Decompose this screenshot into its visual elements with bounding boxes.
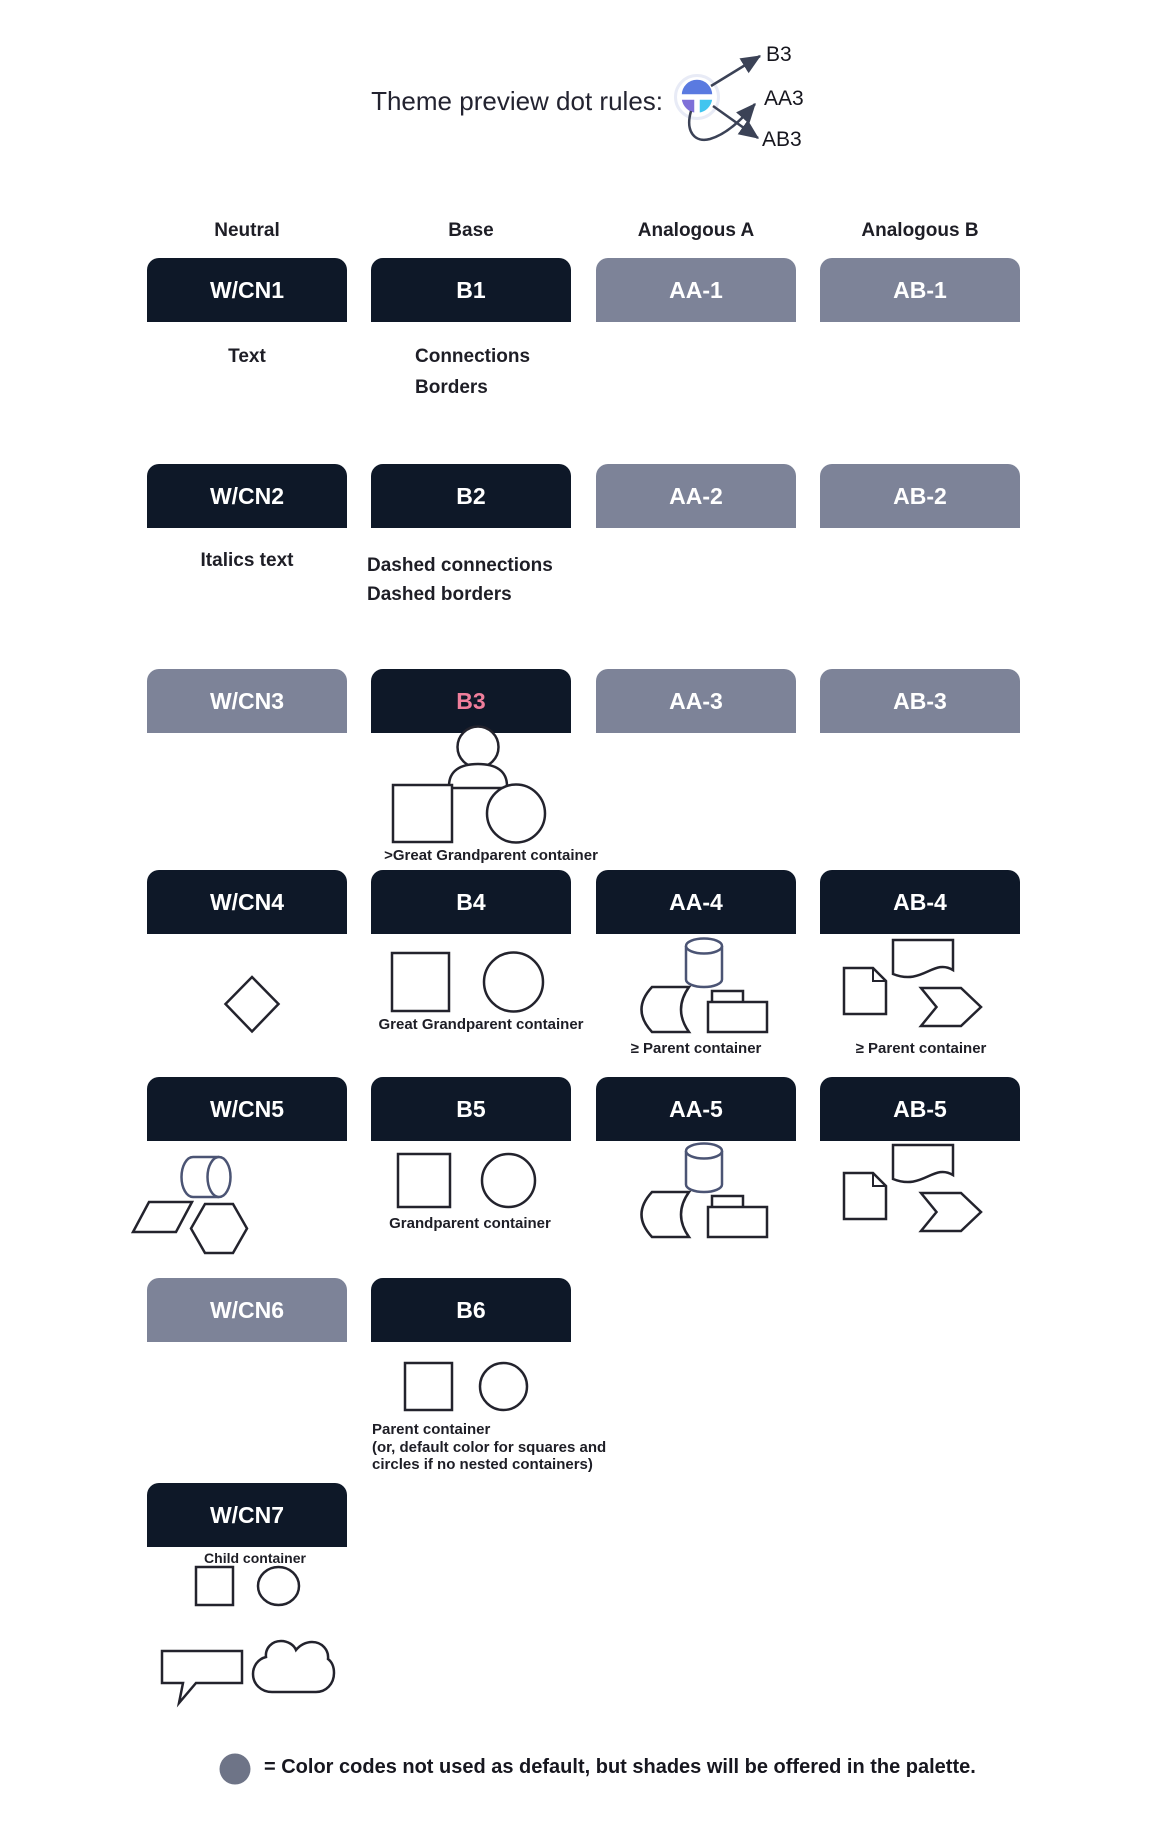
swatch-aa-1: AA-1 [596,258,796,322]
annotation-wcn7-caption: Child container [204,1550,306,1566]
annotation-b2-line1: Dashed connections [367,555,553,576]
square-shape [392,953,449,1011]
swatch-ab-5: AB-5 [820,1077,1020,1141]
wcn7-shapes [162,1567,334,1703]
diamond-shape [226,977,279,1032]
square-shape [393,785,452,842]
dot-rule-arrows [689,56,760,140]
swatch-b4: B4 [371,870,571,934]
ab4-shapes [844,940,981,1026]
theme-preview-dot-icon [676,76,719,119]
annotation-b1-line1: Connections [415,346,531,367]
b5-shapes [398,1154,535,1207]
legend-dot-icon [220,1754,251,1785]
annotation-b5-caption: Grandparent container [389,1215,551,1232]
swatch-ab-2: AB-2 [820,464,1020,528]
wcn5-shapes [133,1157,247,1253]
swatch-b5: B5 [371,1077,571,1141]
swatch-aa-4: AA-4 [596,870,796,934]
speech-bubble-shape [162,1651,242,1703]
swatch-ab-1: AB-1 [820,258,1020,322]
chevron-shape [921,988,981,1026]
circle-shape [482,1154,535,1207]
circle-shape [487,785,545,843]
person-body-icon [449,764,507,788]
stored-data-shape [642,987,690,1032]
swatch-w-cn2: W/CN2 [147,464,347,528]
swatch-w-cn4: W/CN4 [147,870,347,934]
swatch-w-cn5: W/CN5 [147,1077,347,1141]
page-folded-corner-shape [844,968,886,1014]
aa4-shapes [642,939,768,1033]
square-shape [405,1363,452,1410]
parallelogram-shape [133,1202,192,1232]
annotation-aa4-caption: ≥ Parent container [630,1040,762,1057]
swatch-w-cn7: W/CN7 [147,1483,347,1547]
dot-rule-label-ab3: AB3 [762,128,802,151]
circle-shape [480,1363,527,1410]
swatch-b2: B2 [371,464,571,528]
circle-shape [484,953,543,1012]
arrow-to-ab3 [713,106,758,138]
annotation-b3-caption: >Great Grandparent container [384,847,598,864]
annotation-b2 [367,551,553,609]
annotation-wcn2: Italics text [200,550,294,571]
dot-rule-label-b3: B3 [766,43,792,66]
annotation-b6-line1: Parent container [372,1421,491,1438]
square-shape [196,1567,233,1605]
swatch-b1: B1 [371,258,571,322]
cloud-shape [253,1641,334,1692]
horizontal-cylinder-end [208,1157,231,1197]
column-header-base: Base [448,220,494,241]
card-rect-shape [708,1002,767,1032]
legend-text: = Color codes not used as default, but shades will be offered in the palette. [264,1756,976,1778]
swatch-w-cn6: W/CN6 [147,1278,347,1342]
horizontal-cylinder-shape [182,1157,219,1197]
annotation-b1 [415,341,530,403]
document-shape [893,940,953,977]
swatch-aa-5: AA-5 [596,1077,796,1141]
column-header-analogous-b: Analogous B [861,220,979,241]
b4-shapes [392,953,543,1012]
page-fold-line [873,968,886,981]
annotation-b1-line2: Borders [415,377,488,398]
column-header-neutral: Neutral [214,220,280,241]
column-header-analogous-a: Analogous A [637,220,755,241]
annotation-b6-line2: (or, default color for squares and [372,1438,607,1456]
arrow-to-aa3 [689,104,755,140]
square-shape [398,1154,450,1207]
aa5-shapes [642,1144,768,1238]
b6-shapes [405,1363,527,1410]
cylinder-top [686,939,722,954]
annotation-wcn1: Text [228,346,266,367]
annotation-b2-line2: Dashed borders [367,584,512,605]
dot-segment-analogous-b [699,99,713,114]
b3-shapes [393,727,545,843]
swatch-b6: B6 [371,1278,571,1342]
dot-rule-label-aa3: AA3 [764,87,804,110]
hexagon-shape [191,1204,247,1253]
dot-segment-base [681,79,713,95]
annotation-b6-line3: circles if no nested containers) [372,1456,593,1473]
annotation-b4-caption: Great Grandparent container [378,1016,584,1033]
ab5-shapes [844,1145,981,1231]
circle-shape [258,1567,299,1605]
cylinder-shape [686,946,722,987]
swatch-aa-3: AA-3 [596,669,796,733]
dot-segment-analogous-a [681,99,695,114]
tab-rect-shape [712,991,743,1003]
swatch-b3: B3 [371,669,571,733]
annotation-ab4-caption: ≥ Parent container [855,1040,987,1057]
swatch-ab-3: AB-3 [820,669,1020,733]
swatch-aa-2: AA-2 [596,464,796,528]
annotation-b6 [372,1421,606,1474]
swatch-w-cn1: W/CN1 [147,258,347,322]
swatch-w-cn3: W/CN3 [147,669,347,733]
swatch-ab-4: AB-4 [820,870,1020,934]
arrow-to-b3 [711,56,760,86]
page-title: Theme preview dot rules: [371,86,663,116]
